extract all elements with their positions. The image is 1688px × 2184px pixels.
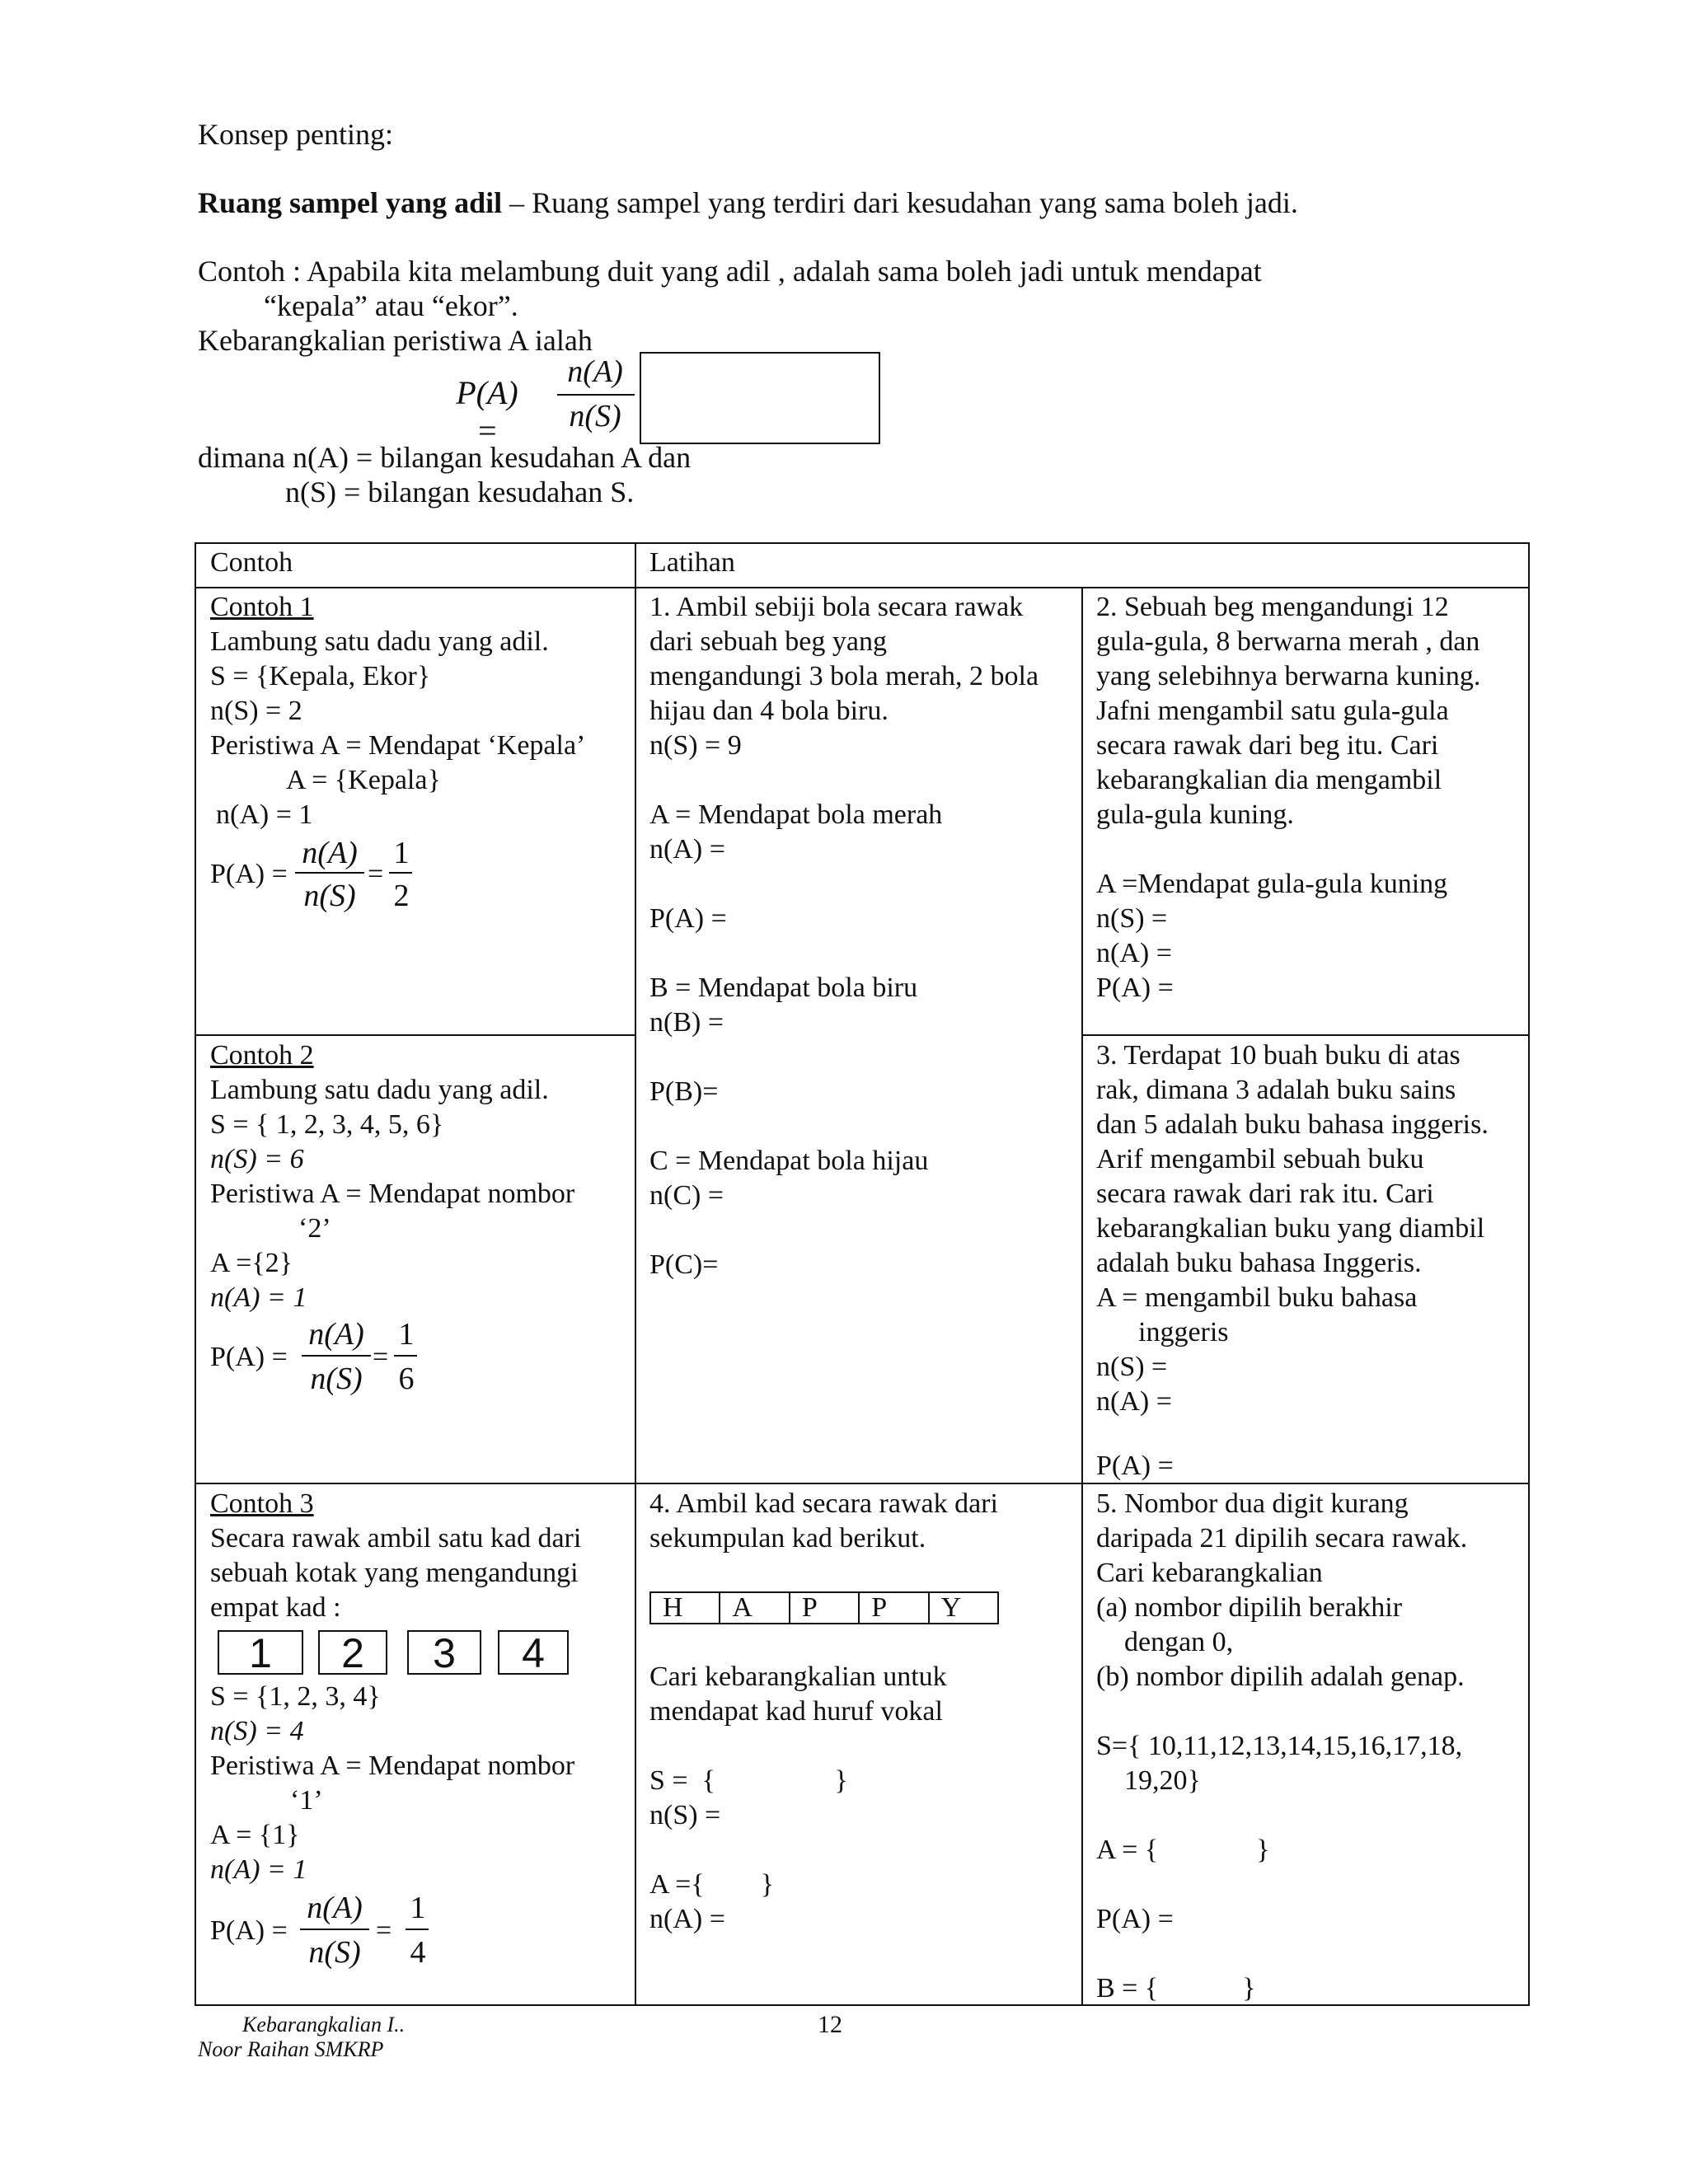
latihan-3-line: kebarangkalian buku yang diambil [1096,1213,1485,1244]
contoh-1-equals: = [368,859,384,889]
contoh-2-p-lhs: P(A) = [210,1342,288,1372]
letter-card: H [651,1593,720,1623]
number-card: 1 [218,1630,303,1675]
latihan-3-line: n(S) = [1096,1352,1168,1382]
contoh-3-line: sebuah kotak yang mengandungi [210,1558,579,1588]
contoh-3-line: A = {1} [210,1820,300,1850]
latihan-4-line: 4. Ambil kad secara rawak dari [649,1488,998,1519]
latihan-1-line: 1. Ambil sebiji bola secara rawak [649,592,1024,622]
latihan-1-line: mengandungi 3 bola merah, 2 bola [649,661,1039,691]
contoh-3-line: Secara rawak ambil satu kad dari [210,1523,582,1554]
contoh-3-line: Peristiwa A = Mendapat nombor [210,1750,575,1781]
latihan-3-line: A = mengambil buku bahasa [1096,1282,1418,1313]
latihan-4-line: S = { } [649,1765,848,1796]
formula-numerator: n(A) [567,354,623,389]
latihan-2-line: Jafni mengambil satu gula-gula [1096,696,1449,726]
contoh-1-line: n(A) = 1 [216,799,313,830]
definition-term: Ruang sampel yang adil [198,186,503,219]
latihan-5-line: 19,20} [1096,1765,1201,1796]
latihan-5-line: Cari kebarangkalian [1096,1558,1323,1588]
contoh-3-line: ‘1’ [290,1785,323,1816]
contoh-2-line: n(S) = 6 [210,1144,304,1174]
number-card: 2 [318,1630,387,1675]
definition-line [198,185,1298,220]
contoh-1-denominator: n(S) [303,879,356,913]
latihan-1-line: n(A) = [649,834,725,865]
latihan-2-line: secara rawak dari beg itu. Cari [1096,730,1439,761]
letter-cards-row [649,1591,999,1624]
latihan-5-line: (b) nombor dipilih adalah genap. [1096,1661,1465,1692]
contoh-3-p-lhs: P(A) = [210,1915,288,1946]
table-border-top [195,542,1530,544]
formula-fraction-bar [557,394,635,396]
header-latihan: Latihan [649,547,735,578]
contoh-3-line: empat kad : [210,1592,341,1623]
latihan-4-line: sekumpulan kad berikut. [649,1523,926,1554]
contoh-1-value-denominator: 2 [393,879,410,913]
contoh-2-fraction-bar [302,1355,371,1357]
latihan-1-line: n(C) = [649,1180,724,1211]
latihan-2-line: A =Mendapat gula-gula kuning [1096,869,1448,899]
contoh-1-line: Peristiwa A = Mendapat ‘Kepala’ [210,730,586,761]
footer-author: Noor Raihan SMKRP [198,2037,384,2061]
table-border-left [195,542,196,2006]
header-contoh: Contoh [210,547,293,578]
letter-card: P [860,1593,929,1623]
table-row-divider-right-1 [1081,1034,1530,1036]
contoh-3-value-bar [406,1929,429,1930]
contoh-line-2: “kepala” atau “ekor”. [264,289,518,322]
contoh-3-title: Contoh 3 [210,1488,314,1519]
formula-denominator: n(S) [569,399,621,434]
latihan-1-line: n(S) = 9 [649,730,742,761]
contoh-3-value-denominator: 4 [410,1935,426,1970]
latihan-2-line: yang selebihnya berwarna kuning. [1096,661,1481,691]
latihan-3-line: Arif mengambil sebuah buku [1096,1144,1424,1174]
latihan-5-line: A = { } [1096,1835,1270,1865]
table-header-divider [195,587,1530,588]
contoh-3-denominator: n(S) [308,1935,361,1970]
latihan-4-line: Cari kebarangkalian untuk [649,1661,947,1692]
latihan-3-line: 3. Terdapat 10 buah buku di atas [1096,1040,1461,1071]
contoh-1-line: S = {Kepala, Ekor} [210,661,431,691]
formula-box [640,352,880,444]
latihan-3-line: dan 5 adalah buku bahasa inggeris. [1096,1109,1489,1140]
contoh-2-value-bar [394,1355,417,1357]
definition-text: – Ruang sampel yang terdiri dari kesudahan yang sama boleh jadi. [502,186,1298,219]
latihan-2-line: P(A) = [1096,972,1174,1003]
contoh-2-title: Contoh 2 [210,1040,314,1071]
letter-card: Y [940,1592,962,1623]
contoh-3-line: S = {1, 2, 3, 4} [210,1681,381,1712]
contoh-1-title: Contoh 1 [210,592,314,622]
latihan-2-line: 2. Sebuah beg mengandungi 12 [1096,592,1449,622]
table-column-divider-2 [1081,587,1083,2006]
footer-course: Kebarangkalian I.. [242,2013,406,2036]
latihan-5-line: dengan 0, [1096,1627,1234,1657]
contoh-2-line: A ={2} [210,1248,293,1278]
formula-lhs: P(A) = [456,374,518,449]
dimana-line-2: n(S) = bilangan kesudahan S. [285,476,635,509]
table-row-divider-2 [195,1483,1530,1484]
contoh-2-line: S = { 1, 2, 3, 4, 5, 6} [210,1109,444,1140]
konsep-heading: Konsep penting: [198,118,393,151]
contoh-1-line: n(S) = 2 [210,696,302,726]
contoh-3-line: n(A) = 1 [210,1854,307,1885]
latihan-3-line: n(A) = [1096,1386,1172,1417]
contoh-1-value-numerator: 1 [393,836,410,870]
latihan-2-line: n(A) = [1096,938,1172,968]
contoh-3-value-numerator: 1 [410,1891,426,1925]
latihan-1-line: P(C)= [649,1249,719,1280]
latihan-3-line: inggeris [1096,1317,1229,1347]
latihan-3-line: rak, dimana 3 adalah buku sains [1096,1075,1456,1105]
latihan-1-line: C = Mendapat bola hijau [649,1146,929,1176]
latihan-2-line: kebarangkalian dia mengambil [1096,765,1442,795]
contoh-1-p-lhs: P(A) = [210,859,288,889]
contoh-3-line: n(S) = 4 [210,1716,304,1746]
latihan-1-line: dari sebuah beg yang [649,626,887,657]
dimana-line-1: dimana n(A) = bilangan kesudahan A dan [198,441,692,474]
latihan-1-line: A = Mendapat bola merah [649,799,943,830]
latihan-2-line: gula-gula, 8 berwarna merah , dan [1096,626,1480,657]
contoh-2-denominator: n(S) [310,1361,363,1396]
latihan-4-line: n(S) = [649,1800,721,1830]
latihan-4-line: n(A) = [649,1904,725,1934]
latihan-1-line: P(B)= [649,1076,719,1107]
latihan-5-line: 5. Nombor dua digit kurang [1096,1488,1409,1519]
latihan-3-line: adalah buku bahasa Inggeris. [1096,1248,1422,1278]
letter-card: P [790,1593,860,1623]
contoh-3-equals: = [376,1915,392,1946]
latihan-2-line: gula-gula kuning. [1096,799,1294,830]
kebarangkalian-line: Kebarangkalian peristiwa A ialah [198,324,593,357]
number-card: 3 [407,1630,481,1675]
latihan-1-line: B = Mendapat bola biru [649,972,918,1003]
latihan-3-line: secara rawak dari rak itu. Cari [1096,1179,1434,1209]
contoh-1-value-bar [389,872,412,874]
latihan-5-line: B = { } [1096,1973,1256,2004]
latihan-2-line: n(S) = [1096,903,1168,934]
contoh-2-line: Lambung satu dadu yang adil. [210,1075,549,1105]
contoh-3-fraction-bar [300,1929,369,1930]
latihan-1-line: n(B) = [649,1007,724,1038]
contoh-2-value-denominator: 6 [398,1361,415,1396]
contoh-2-line: ‘2’ [298,1213,331,1244]
table-row-divider-left-1 [195,1034,636,1036]
latihan-3-line: P(A) = [1096,1451,1174,1481]
latihan-1-line: hijau dan 4 bola biru. [649,696,889,726]
table-column-divider-1 [635,542,636,2006]
letter-card: A [720,1593,790,1623]
contoh-3-numerator: n(A) [307,1891,363,1925]
contoh-2-line: Peristiwa A = Mendapat nombor [210,1179,575,1209]
contoh-1-fraction-bar [295,872,364,874]
contoh-1-line: A = {Kepala} [286,765,441,795]
contoh-1-numerator: n(A) [302,836,358,870]
contoh-2-numerator: n(A) [308,1317,364,1352]
latihan-4-line: mendapat kad huruf vokal [649,1696,943,1727]
contoh-2-equals: = [373,1342,389,1372]
table-border-right [1528,542,1530,2006]
page-number: 12 [818,2011,842,2038]
contoh-line-1: Contoh : Apabila kita melambung duit yang adil , adalah sama boleh jadi untuk mendapat [198,255,1262,288]
table-border-bottom [195,2004,1530,2006]
latihan-5-line: P(A) = [1096,1904,1174,1934]
latihan-4-line: A ={ } [649,1869,774,1900]
contoh-2-line: n(A) = 1 [210,1282,307,1313]
latihan-1-line: P(A) = [649,903,727,934]
latihan-5-line: S={ 10,11,12,13,14,15,16,17,18, [1096,1731,1463,1761]
contoh-2-value-numerator: 1 [398,1317,415,1352]
latihan-5-line: daripada 21 dipilih secara rawak. [1096,1523,1468,1554]
number-card: 4 [498,1630,569,1675]
latihan-5-line: (a) nombor dipilih berakhir [1096,1592,1403,1623]
contoh-1-line: Lambung satu dadu yang adil. [210,626,549,657]
